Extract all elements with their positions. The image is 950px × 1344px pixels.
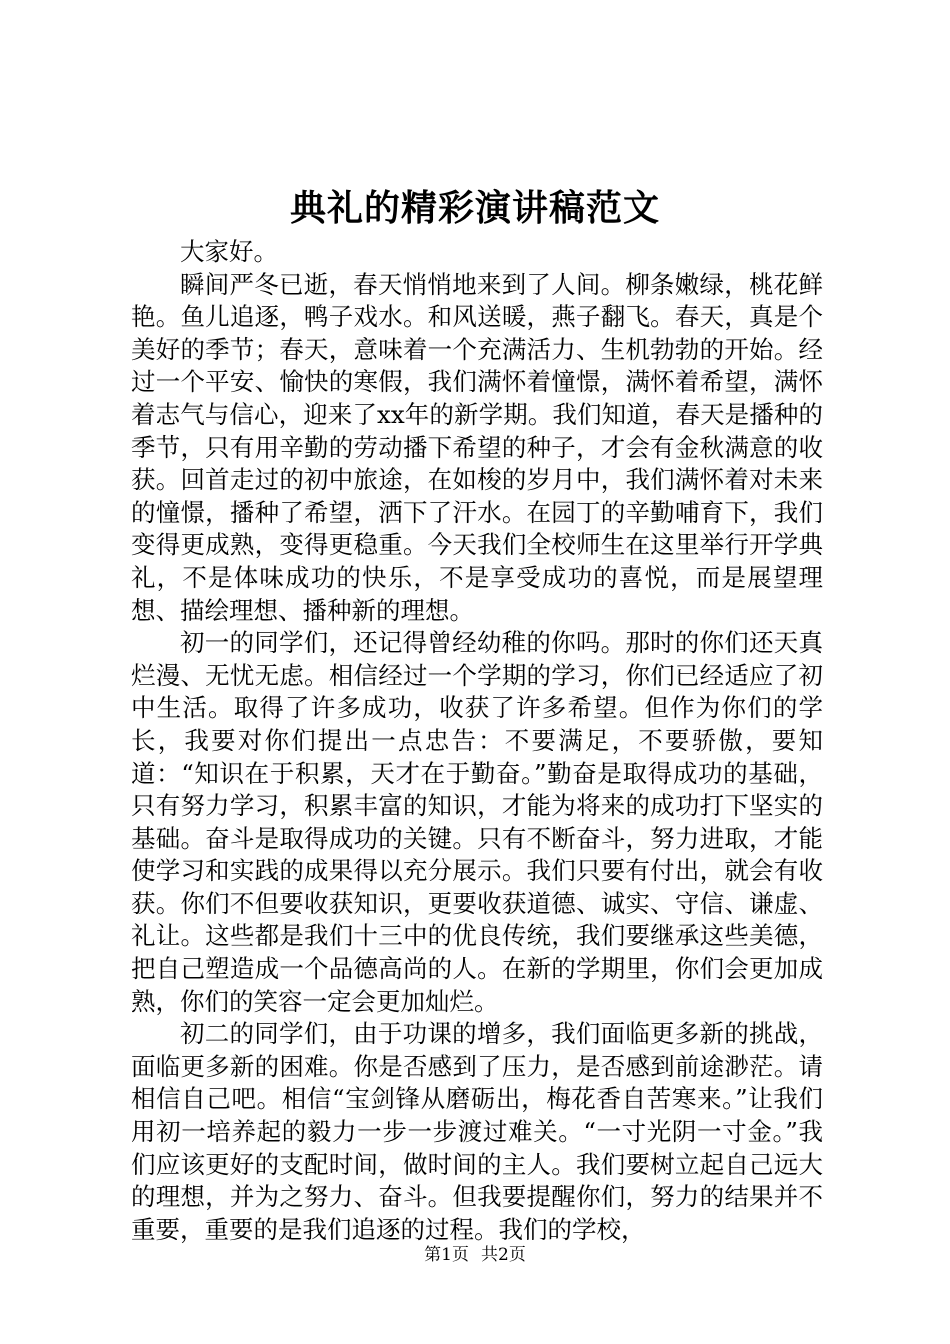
paragraph-grade-two: 初二的同学们，由于功课的增多，我们面临更多新的挑战，面临更多新的困难。你是否感到了压力，是否感到前途渺茫。请相信自己吧。相信“宝剑锋从磨砺出，梅花香自苦寒来。”让我们用初一培养起的毅力一步一步渡过难关。“一寸光阴一寸金。”我们应该更好的支配时间，做时间的主人。我们要树立起自己远大的理想，并为之努力、奋斗。但我要提醒你们，努力的结果并不重要，重要的是我们追逐的过程。我们的学校，	[131, 1019, 823, 1244]
page-number: 第1页	[424, 1245, 469, 1265]
page-footer	[0, 1243, 950, 1267]
paragraph-spring: 瞬间严冬已逝，春天悄悄地来到了人间。柳条嫩绿，桃花鲜艳。鱼儿追逐，鸭子戏水。和风送暖，燕子翻飞。春天，真是个美好的季节；春天，意味着一个充满活力、生机勃勃的开始。经过一个平安、愉快的寒假，我们满怀着憧憬，满怀着希望，满怀着志气与信心，迎来了xx年的新学期。我们知道，春天是播种的季节，只有用辛勤的劳动播下希望的种子，才会有金秋满意的收获。回首走过的初中旅途，在如梭的岁月中，我们满怀着对未来的憧憬，播种了希望，洒下了汗水。在园丁的辛勤哺育下，我们变得更成熟，变得更稳重。今天我们全校师生在这里举行开学典礼，不是体味成功的快乐，不是享受成功的喜悦，而是展望理想、描绘理想、播种新的理想。	[131, 269, 823, 625]
paragraph-greeting: 大家好。	[180, 237, 278, 266]
page-total: 共2页	[481, 1245, 526, 1265]
paragraph-grade-one: 初一的同学们，还记得曾经幼稚的你吗。那时的你们还天真烂漫、无忧无虑。相信经过一个学期的学习，你们已经适应了初中生活。取得了许多成功，收获了许多希望。但作为你们的学长，我要对你们提出一点忠告：不要满足，不要骄傲，要知道：“知识在于积累，天才在于勤奋。”勤奋是取得成功的基础，只有努力学习，积累丰富的知识，才能为将来的成功打下坚实的基础。奋斗是取得成功的关键。只有不断奋斗，努力进取，才能使学习和实践的成果得以充分展示。我们只要有付出，就会有收获。你们不但要收获知识，更要收获道德、诚实、守信、谦虚、礼让。这些都是我们十三中的优良传统，我们要继承这些美德，把自己塑造成一个品德高尚的人。在新的学期里，你们会更加成熟，你们的笑容一定会更加灿烂。	[131, 628, 823, 1016]
document-body	[131, 236, 823, 1246]
document-title: 典礼的精彩演讲稿范文	[289, 187, 660, 229]
